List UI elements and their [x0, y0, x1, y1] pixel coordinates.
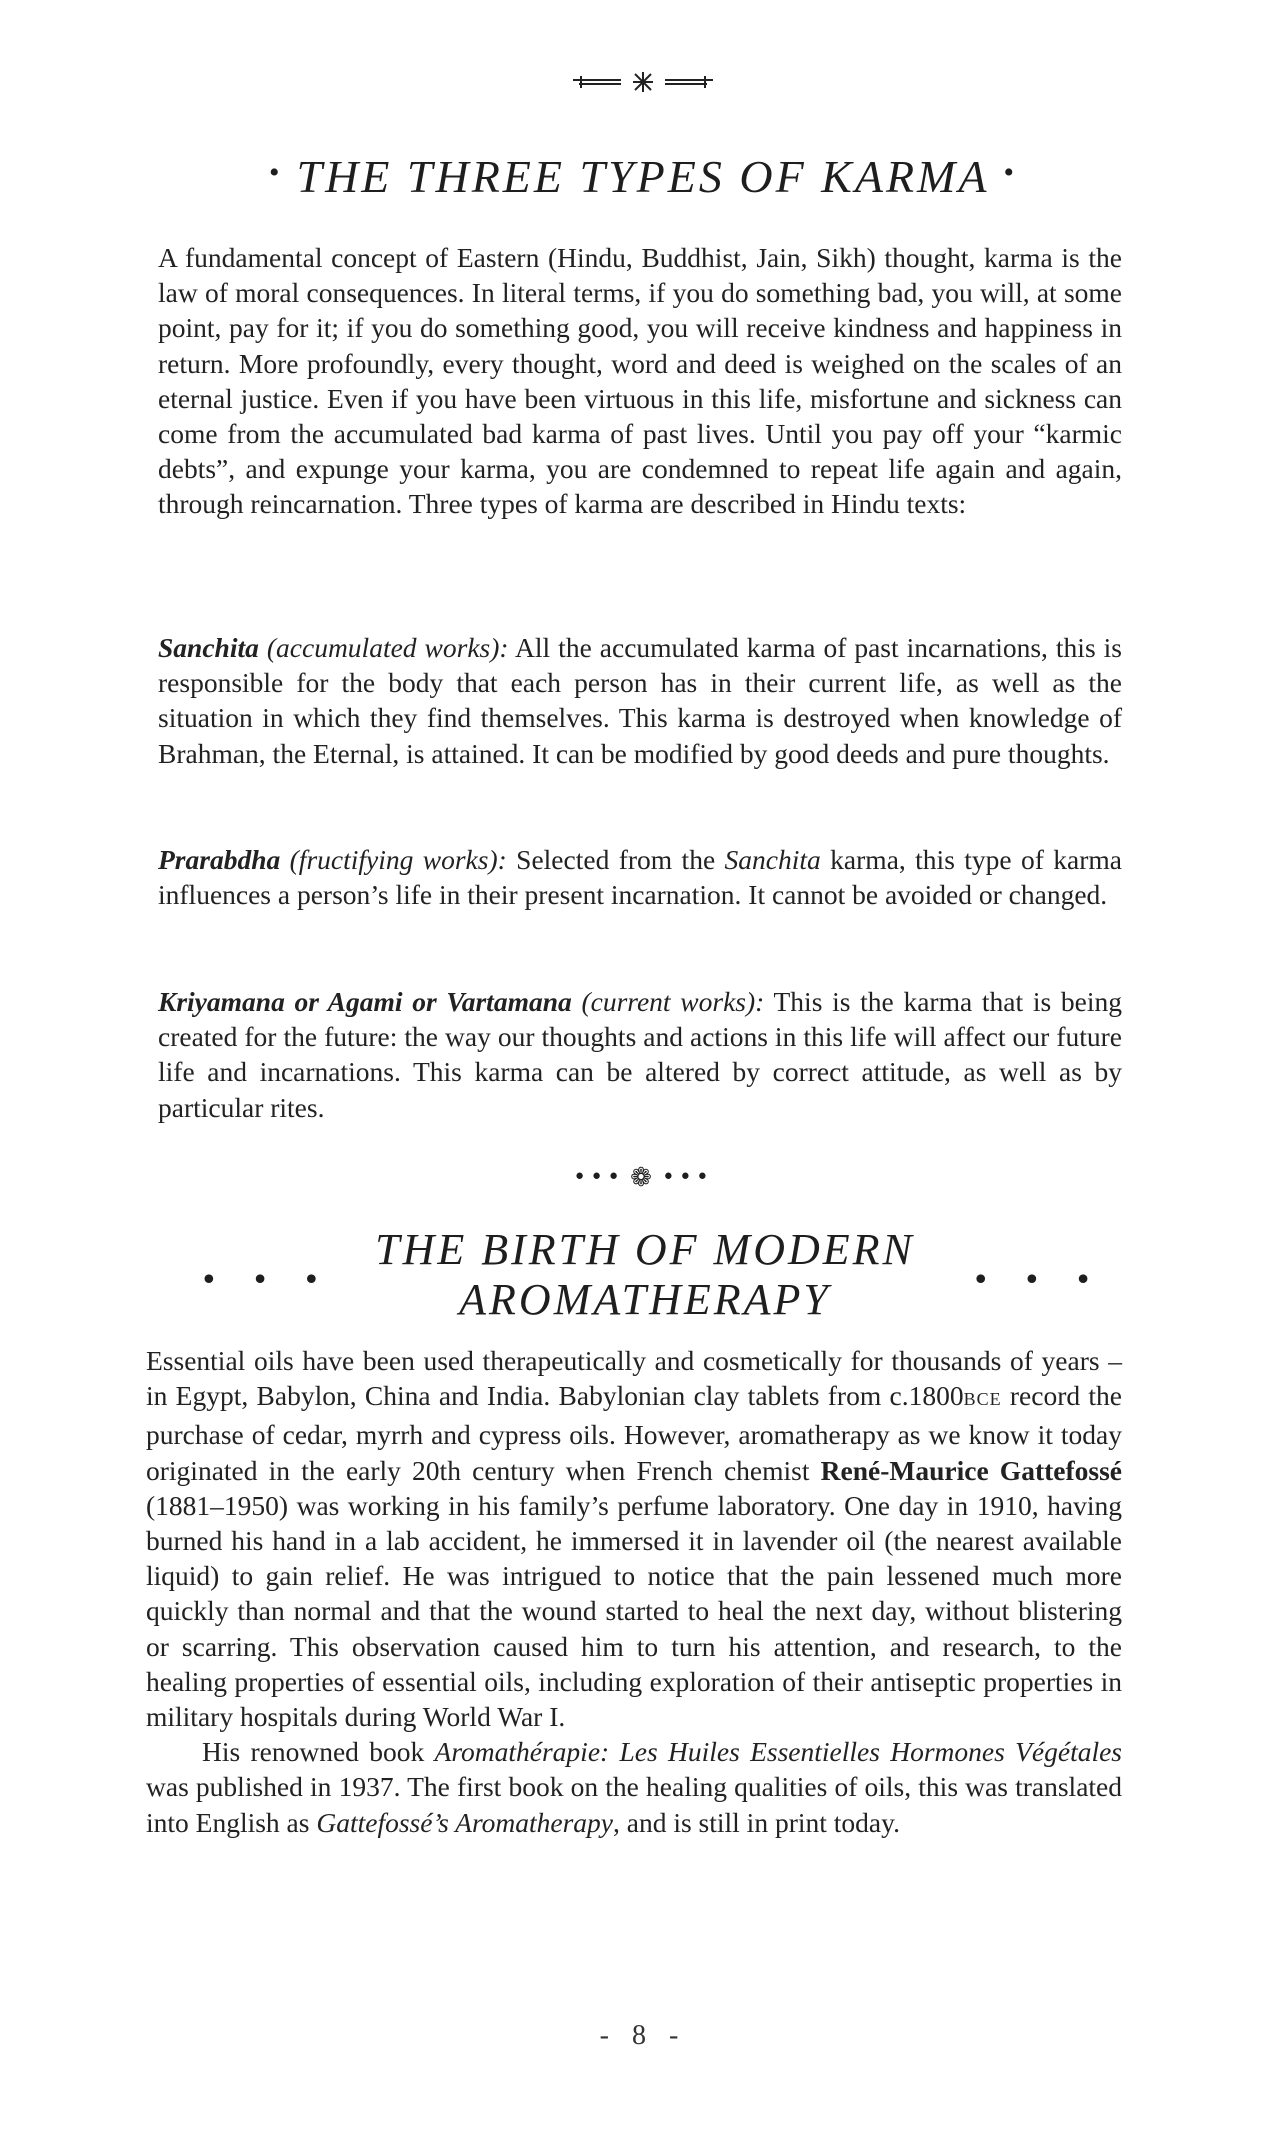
term-prarabdha: Prarabdha: [158, 844, 281, 875]
gloss-kriyamana: (current works):: [581, 986, 765, 1017]
top-ornament: [0, 70, 1286, 98]
title-line-1: THE BIRTH OF MODERN: [375, 1225, 915, 1274]
title-dots-right: • • •: [971, 1263, 1104, 1298]
title-bullet-right: •: [1003, 156, 1017, 189]
sanchita-paragraph: [158, 630, 1122, 771]
page-number: - 8 -: [599, 2020, 687, 2051]
gloss-sanchita: (accumulated works):: [266, 632, 509, 663]
p2-book-title: Aromathérapie: Les Huiles Essentielles Hormones Végétales: [434, 1736, 1123, 1768]
title-dots-left: • • •: [200, 1263, 333, 1298]
p1-text-c: (1881–1950) was working in his family’s perfume laboratory. One day in 1910, having burned his hand in a lab accident, he immersed it in lavender oil (the nearest available liquid) to gain relief. He was intrigued to notice that the pain lessened much more quickly than normal and that the wound started to heal the next day, without blistering or scarring. This observation caused him to turn his attention, and research, to the healing properties of essential oils, including exploration of their antiseptic properties in military hospitals during World War I.: [146, 1489, 1122, 1733]
p1-bce: BCE: [963, 1389, 1002, 1410]
ornament-glyph-icon: [573, 70, 713, 94]
gloss-prarabdha: (fructifying works):: [289, 844, 507, 875]
aromatherapy-paragraph-2: [146, 1734, 1122, 1840]
karma-intro: [158, 240, 1122, 522]
p2-text-b: was published in 1937. The first book on the healing qualities of oils, this was translated into English as: [146, 1771, 1122, 1838]
karma-type-sanchita: [158, 630, 1122, 771]
text-kriyamana: This is the karma that is being created for the future: the way our thoughts and actions in this life will affect our future life and incarnations. This karma can be altered by correct attitude, as well as by particular rites.: [158, 986, 1122, 1123]
title-bullet-left: •: [268, 156, 283, 189]
aromatherapy-body: [146, 1343, 1122, 1840]
flower-icon: ❁: [630, 1163, 656, 1193]
karma-type-kriyamana: [158, 984, 1122, 1125]
term-sanchita: Sanchita: [158, 632, 259, 663]
title-line-2: AROMATHERAPY: [459, 1275, 831, 1324]
section-divider: [0, 1163, 1286, 1193]
title-text-block: [320, 1225, 970, 1325]
prarabdha-paragraph: [158, 842, 1122, 912]
section-title-karma: [0, 150, 1286, 203]
text-prarabdha-b: karma, this type of karma influences a person’s life in their present incarnation. It cannot be avoided or changed.: [158, 844, 1123, 911]
aromatherapy-paragraph-1: [146, 1343, 1122, 1734]
karma-type-prarabdha: [158, 842, 1122, 912]
term-kriyamana: Kriyamana or Agami or Vartamana: [158, 986, 572, 1017]
text-sanchita: All the accumulated karma of past incarnations, this is responsible for the body that each person has in their current life, as well as the situation in which they find themselves. This karma is destroyed when knowledge of Brahman, the Eternal, is attained. It can be modified by good deeds and pure thoughts.: [158, 632, 1122, 769]
section-title-aromatherapy: [190, 1225, 1104, 1335]
p2-book-title-english: Gattefossé’s Aromatherapy: [316, 1806, 613, 1838]
p1-person-name: René-Maurice Gattefossé: [820, 1454, 1122, 1486]
p2-text-c: , and is still in print today.: [613, 1806, 900, 1838]
text-prarabdha-em: Sanchita: [724, 844, 821, 875]
title-text: THE THREE TYPES OF KARMA: [296, 151, 990, 202]
p2-text-a: His renowned book: [202, 1736, 435, 1768]
text-prarabdha-a: Selected from the: [506, 844, 725, 875]
p1-text-b: record the purchase of cedar, myrrh and cypress oils. However, aromatherapy as we know it today originated in the early 20th century when French chemist: [146, 1380, 1122, 1486]
intro-paragraph: A fundamental concept of Eastern (Hindu, Buddhist, Jain, Sikh) thought, karma is the law of moral consequences. In literal terms, if you do something bad, you will, at some point, pay for it; if you do something good, you will receive kindness and happiness in return. More profoundly, every thought, word and deed is weighed on the scales of an eternal justice. Even if you have been virtuous in this life, misfortune and sickness can come from the accumulated bad karma of past lives. Until you pay off your “karmic debts”, and expunge your karma, you are condemned to repeat life again and again, through reincarnation. Three types of karma are described in Hindu texts:: [158, 242, 1122, 520]
divider-dots-left: •••: [573, 1165, 625, 1190]
p1-text-a: Essential oils have been used therapeutically and cosmetically for thousands of years – in Egypt, Babylon, China and India. Babylonian clay tablets from c.1800: [146, 1345, 1122, 1412]
divider-dots-right: •••: [661, 1165, 713, 1190]
kriyamana-paragraph: [158, 984, 1122, 1125]
